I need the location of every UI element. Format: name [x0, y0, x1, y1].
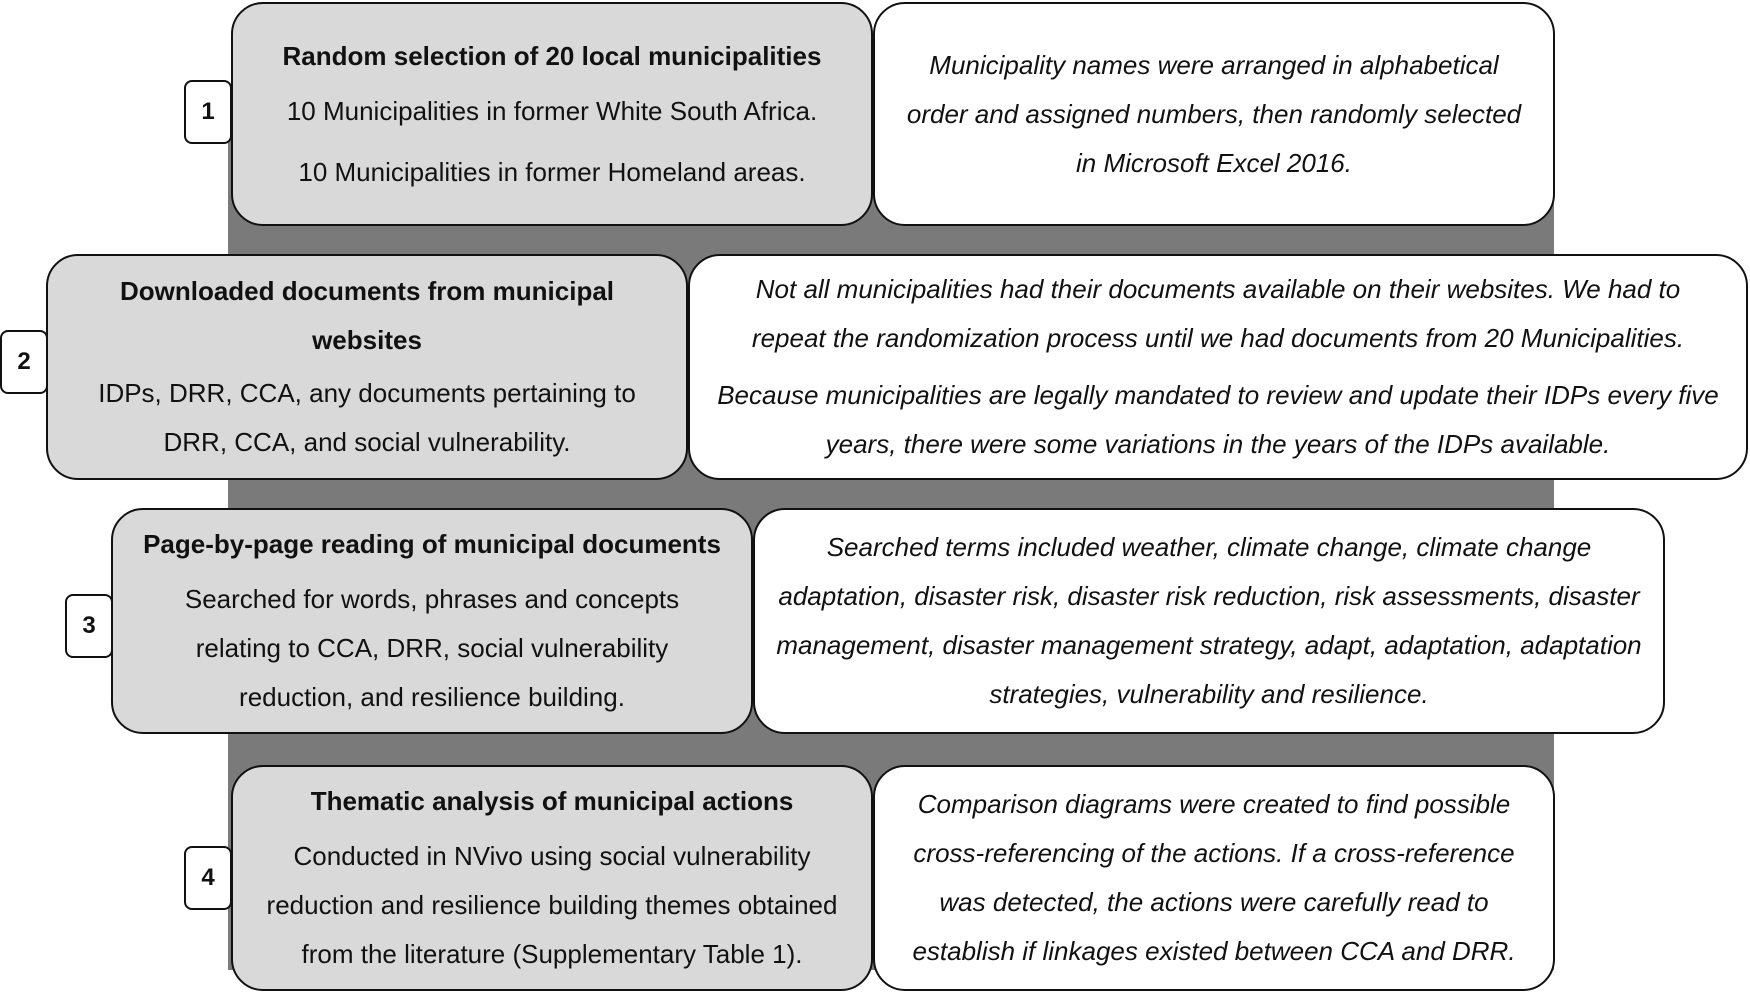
step-4-note-text: Comparison diagrams were created to find possible cross-referencing of the actions. If a cross-reference was detected, the actions were carefully read to establish if linkages existed between CCA and DRR.: [912, 789, 1516, 966]
step-1-box: [231, 2, 873, 226]
step-3-number: 3: [65, 594, 113, 658]
step-4-note: [873, 765, 1555, 991]
step-1-note: [873, 2, 1555, 226]
step-2-title: Downloaded documents from municipal websites: [119, 276, 615, 355]
step-4-number: 4: [184, 846, 232, 910]
step-2-note: [688, 254, 1748, 480]
step-2-box: [46, 254, 688, 480]
step-1-note-text: Municipality names were arranged in alphabetical order and assigned numbers, then randomly selected in Microsoft Excel 2016.: [906, 49, 1522, 178]
step-1-title: Random selection of 20 local municipalities: [282, 40, 822, 71]
step-3-detail: Searched for words, phrases and concepts relating to CCA, DRR, social vulnerability reduction, and resilience building.: [184, 584, 680, 712]
step-3-note: [753, 508, 1665, 734]
step-2-number: 2: [0, 330, 48, 394]
step-4-box: [231, 765, 873, 991]
step-4-detail: Conducted in NVivo using social vulnerability reduction and resilience building themes obtained from the literature (Supplementary Table 1).: [266, 841, 838, 969]
step-1-number: 1: [184, 80, 232, 144]
step-2-note-text-1: Not all municipalities had their documents available on their websites. We had to repeat the randomization process until we had documents from 20 Municipalities.: [751, 274, 1685, 353]
step-1-detail-1: 10 Municipalities in former White South Africa.: [286, 95, 818, 126]
step-2-detail: IDPs, DRR, CCA, any documents pertaining to DRR, CCA, and social vulnerability.: [98, 378, 636, 457]
step-4-title: Thematic analysis of municipal actions: [310, 786, 794, 816]
step-3-box: [111, 508, 753, 734]
step-3-title: Page-by-page reading of municipal documents: [143, 529, 721, 559]
step-1-detail-2: 10 Municipalities in former Homeland areas.: [298, 156, 806, 187]
step-3-note-text: Searched terms included weather, climate change, climate change adaptation, disaster risk, disaster risk reduction, risk assessments, disaster management, disaster management strategy, adapt, adaptation, adaptation strategies, vulnerability and resilience.: [776, 532, 1642, 709]
step-2-note-text-2: Because municipalities are legally mandated to review and update their IDPs every five years, there were some variations in the years of the IDPs available.: [717, 380, 1719, 459]
